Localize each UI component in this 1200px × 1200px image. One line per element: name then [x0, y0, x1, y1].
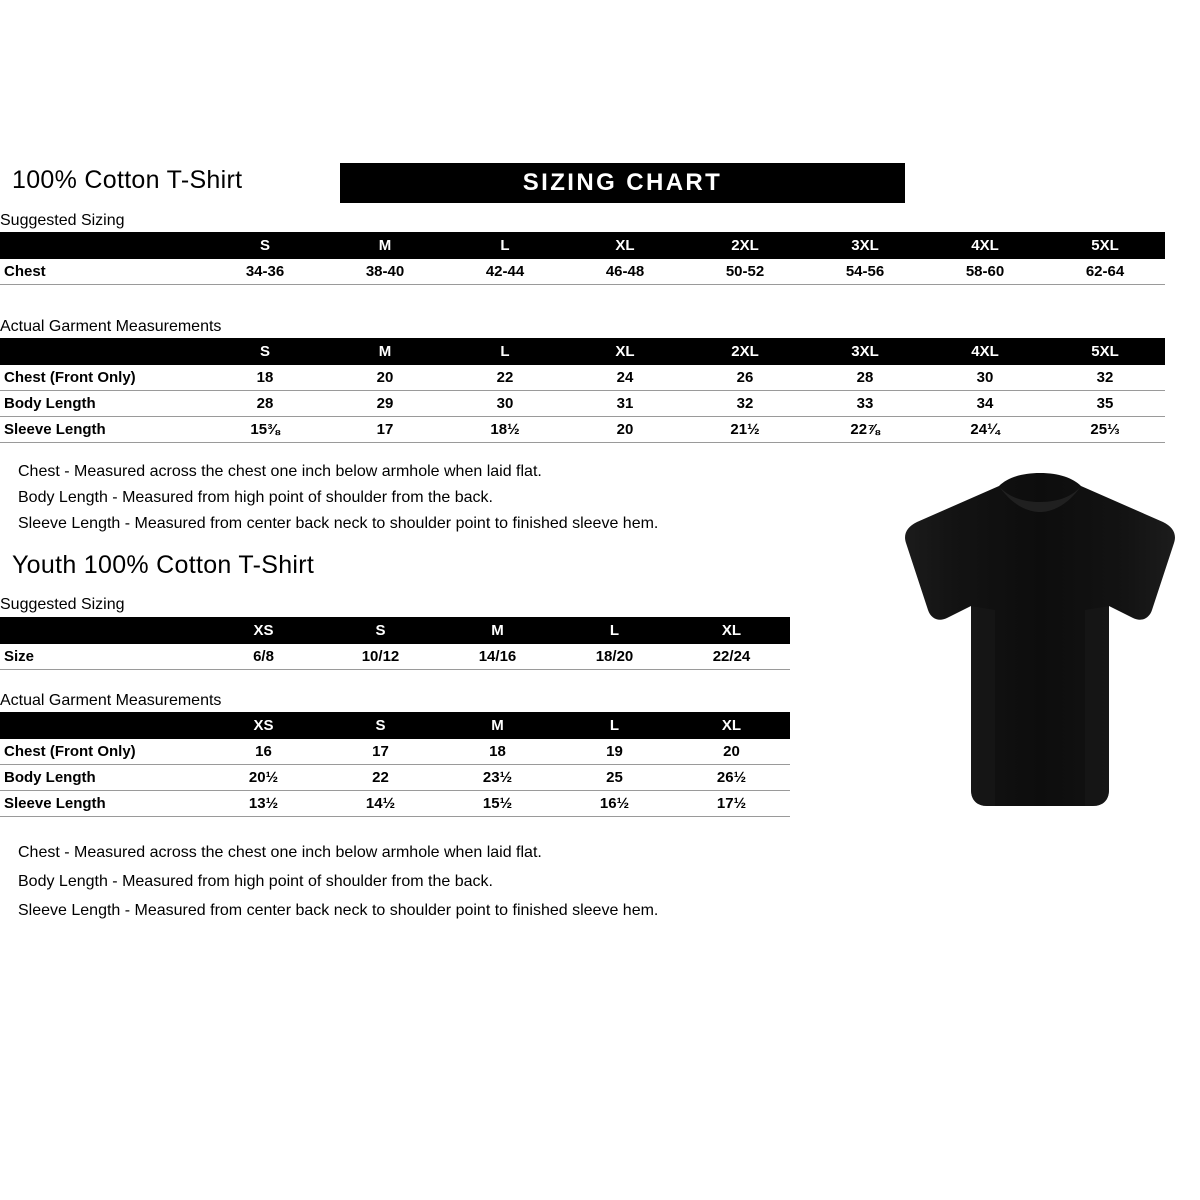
- table-row: [0, 791, 790, 817]
- youth-suggested-sizing-table: [0, 617, 790, 670]
- column-header: M: [439, 712, 556, 739]
- column-header: [0, 338, 205, 365]
- youth-note-body-length: Body Length - Measured from high point of shoulder from the back.: [18, 873, 493, 890]
- column-header: L: [556, 712, 673, 739]
- column-header: [0, 712, 205, 739]
- column-header: M: [439, 617, 556, 644]
- cell: 32: [1045, 365, 1165, 391]
- cell: 38-40: [325, 259, 445, 285]
- column-header: 2XL: [685, 338, 805, 365]
- cell: 50-52: [685, 259, 805, 285]
- column-header: [0, 617, 205, 644]
- row-label: Chest: [0, 259, 205, 285]
- column-header: XL: [673, 617, 790, 644]
- cell: 28: [805, 365, 925, 391]
- cell: 62-64: [1045, 259, 1165, 285]
- column-header: M: [325, 232, 445, 259]
- adult-actual-measurements-table: [0, 338, 1165, 443]
- column-header: XS: [205, 617, 322, 644]
- cell: 30: [445, 391, 565, 417]
- cell: 13½: [205, 791, 322, 817]
- column-header: 3XL: [805, 338, 925, 365]
- row-label: Sleeve Length: [0, 791, 205, 817]
- cell: 17: [322, 739, 439, 765]
- column-header: XL: [673, 712, 790, 739]
- adult-note-sleeve-length: Sleeve Length - Measured from center back neck to shoulder point to finished sleeve hem.: [18, 515, 659, 532]
- cell: 18: [439, 739, 556, 765]
- table-row: [0, 739, 790, 765]
- cell: 18/20: [556, 644, 673, 670]
- table-row: [0, 765, 790, 791]
- column-header: XS: [205, 712, 322, 739]
- cell: 30: [925, 365, 1045, 391]
- row-label: Body Length: [0, 765, 205, 791]
- column-header: 4XL: [925, 338, 1045, 365]
- cell: 20½: [205, 765, 322, 791]
- cell: 22: [445, 365, 565, 391]
- cell: 26½: [673, 765, 790, 791]
- column-header: XL: [565, 338, 685, 365]
- cell: 15½: [439, 791, 556, 817]
- sizing-chart-banner-label: SIZING CHART: [522, 169, 723, 196]
- cell: 20: [565, 417, 685, 443]
- cell: 46-48: [565, 259, 685, 285]
- column-header: L: [445, 338, 565, 365]
- table-header-row: [0, 712, 790, 739]
- column-header: S: [322, 617, 439, 644]
- cell: 31: [565, 391, 685, 417]
- youth-note-chest: Chest - Measured across the chest one inch below armhole when laid flat.: [18, 844, 542, 861]
- adult-note-body-length: Body Length - Measured from high point of shoulder from the back.: [18, 489, 493, 506]
- column-header: S: [322, 712, 439, 739]
- table-header-row: [0, 232, 1165, 259]
- cell: 22/24: [673, 644, 790, 670]
- column-header: 4XL: [925, 232, 1045, 259]
- cell: 22⅞: [805, 417, 925, 443]
- tshirt-illustration: [895, 470, 1185, 815]
- cell: 58-60: [925, 259, 1045, 285]
- column-header: L: [445, 232, 565, 259]
- table-row: [0, 417, 1165, 443]
- tshirt-icon: [895, 470, 1185, 815]
- table-row: [0, 259, 1165, 285]
- cell: 18½: [445, 417, 565, 443]
- cell: 16: [205, 739, 322, 765]
- column-header: S: [205, 338, 325, 365]
- cell: 14/16: [439, 644, 556, 670]
- table-row: [0, 391, 1165, 417]
- cell: 54-56: [805, 259, 925, 285]
- adult-actual-measurements-label: Actual Garment Measurements: [0, 318, 222, 335]
- youth-suggested-sizing-label: Suggested Sizing: [0, 596, 125, 613]
- cell: 34: [925, 391, 1045, 417]
- column-header: L: [556, 617, 673, 644]
- sizing-chart-banner: [340, 163, 905, 203]
- cell: 42-44: [445, 259, 565, 285]
- row-label: Size: [0, 644, 205, 670]
- column-header: 3XL: [805, 232, 925, 259]
- cell: 16½: [556, 791, 673, 817]
- column-header: [0, 232, 205, 259]
- column-header: S: [205, 232, 325, 259]
- cell: 15⅜: [205, 417, 325, 443]
- column-header: 2XL: [685, 232, 805, 259]
- cell: 24: [565, 365, 685, 391]
- youth-actual-measurements-label: Actual Garment Measurements: [0, 692, 222, 709]
- cell: 28: [205, 391, 325, 417]
- youth-actual-measurements-table: [0, 712, 790, 817]
- cell: 33: [805, 391, 925, 417]
- cell: 20: [325, 365, 445, 391]
- column-header: 5XL: [1045, 232, 1165, 259]
- row-label: Chest (Front Only): [0, 739, 205, 765]
- cell: 22: [322, 765, 439, 791]
- cell: 18: [205, 365, 325, 391]
- adult-suggested-sizing-label: Suggested Sizing: [0, 212, 125, 229]
- table-row: [0, 365, 1165, 391]
- cell: 20: [673, 739, 790, 765]
- column-header: 5XL: [1045, 338, 1165, 365]
- row-label: Body Length: [0, 391, 205, 417]
- table-row: [0, 644, 790, 670]
- cell: 24¼: [925, 417, 1045, 443]
- cell: 25: [556, 765, 673, 791]
- youth-section-title: Youth 100% Cotton T-Shirt: [12, 551, 315, 579]
- adult-note-chest: Chest - Measured across the chest one inch below armhole when laid flat.: [18, 463, 542, 480]
- cell: 19: [556, 739, 673, 765]
- cell: 6/8: [205, 644, 322, 670]
- row-label: Sleeve Length: [0, 417, 205, 443]
- cell: 32: [685, 391, 805, 417]
- cell: 26: [685, 365, 805, 391]
- cell: 17½: [673, 791, 790, 817]
- cell: 35: [1045, 391, 1165, 417]
- cell: 34-36: [205, 259, 325, 285]
- adult-section-title: 100% Cotton T-Shirt: [12, 166, 243, 194]
- cell: 29: [325, 391, 445, 417]
- cell: 21½: [685, 417, 805, 443]
- column-header: XL: [565, 232, 685, 259]
- table-header-row: [0, 338, 1165, 365]
- adult-suggested-sizing-table: [0, 232, 1165, 285]
- table-header-row: [0, 617, 790, 644]
- row-label: Chest (Front Only): [0, 365, 205, 391]
- cell: 25⅓: [1045, 417, 1165, 443]
- youth-note-sleeve-length: Sleeve Length - Measured from center back neck to shoulder point to finished sleeve hem.: [18, 902, 659, 919]
- cell: 23½: [439, 765, 556, 791]
- cell: 10/12: [322, 644, 439, 670]
- cell: 14½: [322, 791, 439, 817]
- column-header: M: [325, 338, 445, 365]
- cell: 17: [325, 417, 445, 443]
